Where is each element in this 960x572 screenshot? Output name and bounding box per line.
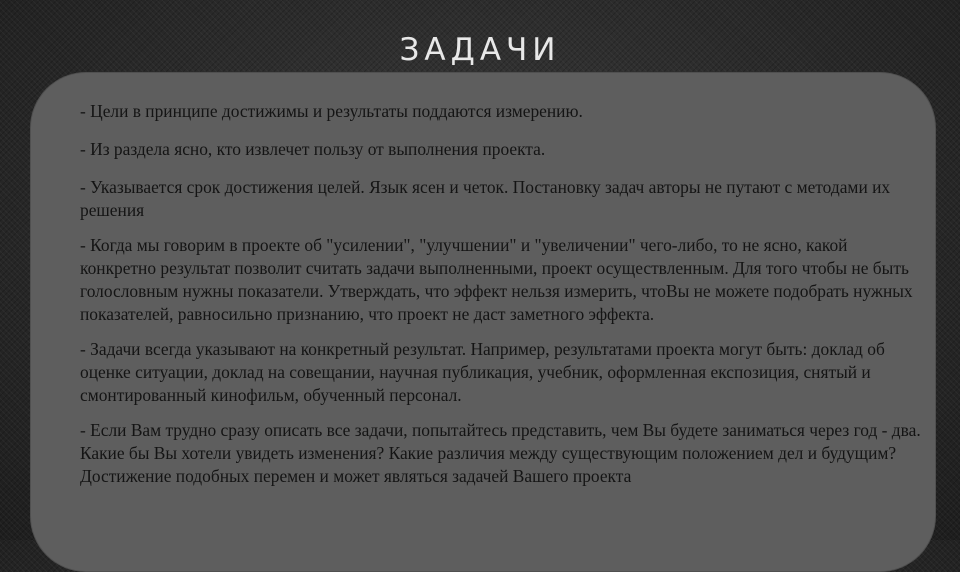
paragraph-deadline: - Указывается срок достижения целей. Язык ясен и четок. Постановку задач авторы не путают с методами их решения — [80, 177, 891, 220]
paragraph-beneficiaries: - Из раздела ясно, кто извлечет пользу от выполнения проекта. — [80, 139, 546, 159]
paragraph-future-changes: - Если Вам трудно сразу описать все задачи, попытайтесь представить, чем Вы будете заниматься через год - два. Какие бы Вы хотели увидеть изменения? Какие различия между существующим положением дел и будущим? Достижение подобных перемен и может являться задачей Вашего проекта — [80, 420, 921, 486]
slide-title: ЗАДАЧИ — [399, 32, 561, 68]
content-panel — [30, 72, 936, 572]
paragraph-indicators: - Когда мы говорим в проекте об "усилении", "улучшении" и "увеличении" чего-либо, то не ясно, какой конкретно результат позволит считать задачи выполненными, проект осуществленным. Для того чтобы не быть голословным нужны показатели. Утверждать, что эффект нельзя измерить, чтоВы не можете подобрать нужных показателей, равносильно признанию, что проект не даст заметного эффекта. — [80, 235, 913, 324]
paragraph-concrete-results: - Задачи всегда указывают на конкретный результат. Например, результатами проекта могут быть: доклад об оценке ситуации, доклад на совещании, научная публикация, учебник, оформленная експозиция, снятый и смонтированный кинофильм, обученный персонал. — [80, 339, 885, 405]
paragraph-goals-measurable: - Цели в принципе достижимы и результаты поддаются измерению. — [80, 101, 583, 121]
text-block — [80, 100, 926, 500]
